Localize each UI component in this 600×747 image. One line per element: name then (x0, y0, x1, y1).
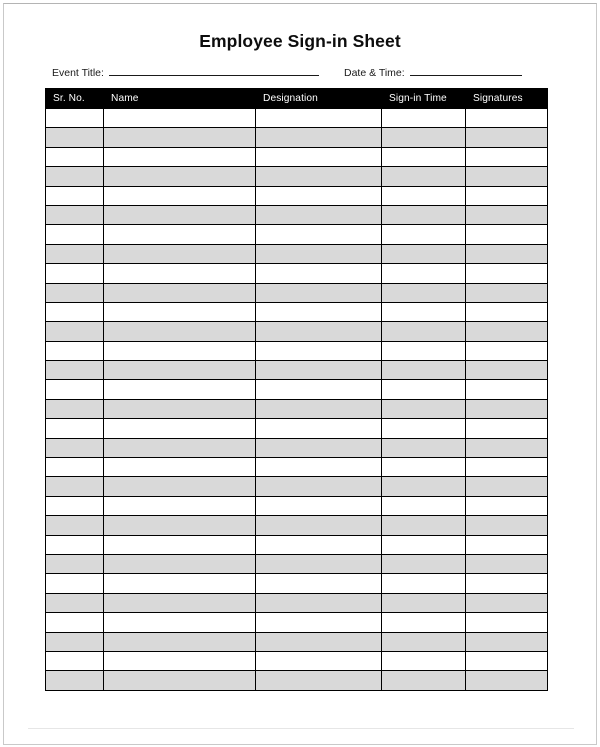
cell-signatures[interactable] (466, 419, 548, 438)
cell-designation[interactable] (256, 380, 382, 399)
cell-name[interactable] (104, 147, 256, 166)
cell-sr-no[interactable] (46, 554, 104, 573)
cell-sr-no[interactable] (46, 535, 104, 554)
cell-sr-no[interactable] (46, 399, 104, 418)
table-row (46, 438, 548, 457)
cell-name[interactable] (104, 671, 256, 690)
cell-name[interactable] (104, 341, 256, 360)
column-header-sign-in-time: Sign-in Time (382, 89, 466, 109)
cell-signatures[interactable] (466, 244, 548, 263)
cell-name[interactable] (104, 399, 256, 418)
table-row (46, 516, 548, 535)
cell-designation[interactable] (256, 128, 382, 147)
cell-signatures[interactable] (466, 225, 548, 244)
cell-name[interactable] (104, 554, 256, 573)
cell-sign-in-time[interactable] (382, 671, 466, 690)
cell-designation[interactable] (256, 167, 382, 186)
cell-sign-in-time[interactable] (382, 593, 466, 612)
page-separator (28, 728, 574, 729)
cell-name[interactable] (104, 361, 256, 380)
cell-sr-no[interactable] (46, 613, 104, 632)
cell-designation[interactable] (256, 147, 382, 166)
cell-sr-no[interactable] (46, 593, 104, 612)
cell-name[interactable] (104, 283, 256, 302)
event-title-field[interactable] (52, 64, 319, 79)
cell-name[interactable] (104, 438, 256, 457)
cell-sr-no[interactable] (46, 109, 104, 128)
cell-name[interactable] (104, 225, 256, 244)
table-row (46, 651, 548, 670)
table-row (46, 380, 548, 399)
cell-name[interactable] (104, 205, 256, 224)
cell-sr-no[interactable] (46, 438, 104, 457)
cell-sr-no[interactable] (46, 419, 104, 438)
cell-name[interactable] (104, 496, 256, 515)
cell-sign-in-time[interactable] (382, 613, 466, 632)
cell-sr-no[interactable] (46, 167, 104, 186)
cell-signatures[interactable] (466, 167, 548, 186)
table-row (46, 322, 548, 341)
cell-sr-no[interactable] (46, 128, 104, 147)
cell-signatures[interactable] (466, 147, 548, 166)
cell-sr-no[interactable] (46, 225, 104, 244)
cell-designation[interactable] (256, 109, 382, 128)
cell-designation[interactable] (256, 244, 382, 263)
cell-sign-in-time[interactable] (382, 574, 466, 593)
cell-sr-no[interactable] (46, 574, 104, 593)
cell-sr-no[interactable] (46, 205, 104, 224)
cell-sign-in-time[interactable] (382, 651, 466, 670)
page-title: Employee Sign-in Sheet (199, 31, 401, 51)
cell-sr-no[interactable] (46, 516, 104, 535)
cell-signatures[interactable] (466, 458, 548, 477)
cell-signatures[interactable] (466, 554, 548, 573)
date-time-input[interactable] (410, 64, 522, 76)
table-row (46, 632, 548, 651)
cell-designation[interactable] (256, 613, 382, 632)
column-header-sr-no: Sr. No. (46, 89, 104, 109)
cell-name[interactable] (104, 535, 256, 554)
cell-designation[interactable] (256, 458, 382, 477)
cell-signatures[interactable] (466, 593, 548, 612)
cell-designation[interactable] (256, 419, 382, 438)
cell-designation[interactable] (256, 535, 382, 554)
cell-name[interactable] (104, 186, 256, 205)
cell-name[interactable] (104, 380, 256, 399)
cell-sr-no[interactable] (46, 458, 104, 477)
cell-name[interactable] (104, 632, 256, 651)
cell-signatures[interactable] (466, 205, 548, 224)
date-time-label: Date & Time: (344, 67, 405, 79)
cell-sign-in-time[interactable] (382, 632, 466, 651)
cell-sr-no[interactable] (46, 341, 104, 360)
cell-sign-in-time[interactable] (382, 496, 466, 515)
cell-name[interactable] (104, 128, 256, 147)
cell-signatures[interactable] (466, 264, 548, 283)
cell-signatures[interactable] (466, 322, 548, 341)
cell-sign-in-time[interactable] (382, 438, 466, 457)
cell-signatures[interactable] (466, 361, 548, 380)
cell-sign-in-time[interactable] (382, 516, 466, 535)
cell-name[interactable] (104, 244, 256, 263)
cell-sr-no[interactable] (46, 244, 104, 263)
cell-signatures[interactable] (466, 613, 548, 632)
cell-name[interactable] (104, 516, 256, 535)
cell-name[interactable] (104, 109, 256, 128)
cell-sign-in-time[interactable] (382, 302, 466, 321)
cell-sr-no[interactable] (46, 361, 104, 380)
table-header-row (46, 89, 548, 109)
cell-sign-in-time[interactable] (382, 109, 466, 128)
table-row (46, 244, 548, 263)
cell-sign-in-time[interactable] (382, 147, 466, 166)
cell-designation[interactable] (256, 225, 382, 244)
cell-sr-no[interactable] (46, 380, 104, 399)
cell-designation[interactable] (256, 438, 382, 457)
table-row (46, 109, 548, 128)
cell-sign-in-time[interactable] (382, 419, 466, 438)
cell-name[interactable] (104, 167, 256, 186)
cell-sr-no[interactable] (46, 496, 104, 515)
cell-sign-in-time[interactable] (382, 477, 466, 496)
cell-sr-no[interactable] (46, 147, 104, 166)
column-header-designation: Designation (256, 89, 382, 109)
table-row (46, 613, 548, 632)
cell-signatures[interactable] (466, 671, 548, 690)
cell-name[interactable] (104, 651, 256, 670)
cell-designation[interactable] (256, 496, 382, 515)
table-row (46, 671, 548, 690)
table-row (46, 302, 548, 321)
cell-signatures[interactable] (466, 477, 548, 496)
date-time-field[interactable] (344, 64, 522, 79)
cell-name[interactable] (104, 458, 256, 477)
cell-sign-in-time[interactable] (382, 554, 466, 573)
table-row (46, 593, 548, 612)
cell-designation[interactable] (256, 399, 382, 418)
cell-signatures[interactable] (466, 651, 548, 670)
cell-sr-no[interactable] (46, 651, 104, 670)
cell-signatures[interactable] (466, 128, 548, 147)
table-row (46, 496, 548, 515)
cell-sr-no[interactable] (46, 632, 104, 651)
cell-name[interactable] (104, 477, 256, 496)
cell-name[interactable] (104, 574, 256, 593)
cell-sr-no[interactable] (46, 302, 104, 321)
cell-name[interactable] (104, 613, 256, 632)
form-fields (45, 64, 545, 82)
cell-name[interactable] (104, 419, 256, 438)
cell-designation[interactable] (256, 322, 382, 341)
cell-sign-in-time[interactable] (382, 205, 466, 224)
table-row (46, 225, 548, 244)
table-row (46, 341, 548, 360)
cell-sign-in-time[interactable] (382, 535, 466, 554)
table-row (46, 554, 548, 573)
cell-name[interactable] (104, 302, 256, 321)
column-header-name: Name (104, 89, 256, 109)
cell-designation[interactable] (256, 554, 382, 573)
cell-designation[interactable] (256, 186, 382, 205)
cell-sr-no[interactable] (46, 264, 104, 283)
table-row (46, 477, 548, 496)
cell-designation[interactable] (256, 341, 382, 360)
cell-designation[interactable] (256, 205, 382, 224)
cell-sr-no[interactable] (46, 322, 104, 341)
cell-signatures[interactable] (466, 283, 548, 302)
table-row (46, 186, 548, 205)
cell-signatures[interactable] (466, 438, 548, 457)
cell-sr-no[interactable] (46, 186, 104, 205)
cell-sign-in-time[interactable] (382, 167, 466, 186)
cell-sign-in-time[interactable] (382, 283, 466, 302)
cell-designation[interactable] (256, 302, 382, 321)
cell-sign-in-time[interactable] (382, 361, 466, 380)
table-row (46, 205, 548, 224)
table-row (46, 361, 548, 380)
event-title-label: Event Title: (52, 67, 104, 79)
cell-signatures[interactable] (466, 302, 548, 321)
cell-sign-in-time[interactable] (382, 322, 466, 341)
table-body (46, 109, 548, 691)
table-row (46, 264, 548, 283)
cell-designation[interactable] (256, 516, 382, 535)
cell-designation[interactable] (256, 264, 382, 283)
table-row (46, 535, 548, 554)
cell-designation[interactable] (256, 361, 382, 380)
table-row (46, 458, 548, 477)
cell-signatures[interactable] (466, 535, 548, 554)
cell-designation[interactable] (256, 574, 382, 593)
cell-signatures[interactable] (466, 496, 548, 515)
cell-sign-in-time[interactable] (382, 244, 466, 263)
cell-designation[interactable] (256, 671, 382, 690)
cell-sr-no[interactable] (46, 671, 104, 690)
column-header-signatures: Signatures (466, 89, 548, 109)
cell-designation[interactable] (256, 593, 382, 612)
cell-sign-in-time[interactable] (382, 264, 466, 283)
table-row (46, 167, 548, 186)
table-row (46, 147, 548, 166)
table-row (46, 399, 548, 418)
table-row (46, 283, 548, 302)
table-row (46, 128, 548, 147)
cell-sign-in-time[interactable] (382, 186, 466, 205)
cell-name[interactable] (104, 322, 256, 341)
cell-signatures[interactable] (466, 399, 548, 418)
cell-signatures[interactable] (466, 516, 548, 535)
cell-designation[interactable] (256, 651, 382, 670)
table-row (46, 419, 548, 438)
cell-name[interactable] (104, 264, 256, 283)
table-header (46, 89, 548, 109)
cell-signatures[interactable] (466, 574, 548, 593)
cell-signatures[interactable] (466, 632, 548, 651)
event-title-input[interactable] (109, 64, 319, 76)
cell-name[interactable] (104, 593, 256, 612)
cell-sign-in-time[interactable] (382, 380, 466, 399)
cell-sign-in-time[interactable] (382, 458, 466, 477)
cell-designation[interactable] (256, 283, 382, 302)
cell-signatures[interactable] (466, 341, 548, 360)
cell-sign-in-time[interactable] (382, 341, 466, 360)
cell-sign-in-time[interactable] (382, 225, 466, 244)
cell-sign-in-time[interactable] (382, 399, 466, 418)
cell-designation[interactable] (256, 477, 382, 496)
cell-sr-no[interactable] (46, 283, 104, 302)
cell-sign-in-time[interactable] (382, 128, 466, 147)
sign-in-table (45, 88, 548, 691)
cell-signatures[interactable] (466, 380, 548, 399)
cell-signatures[interactable] (466, 186, 548, 205)
table-row (46, 574, 548, 593)
cell-sr-no[interactable] (46, 477, 104, 496)
cell-designation[interactable] (256, 632, 382, 651)
cell-signatures[interactable] (466, 109, 548, 128)
